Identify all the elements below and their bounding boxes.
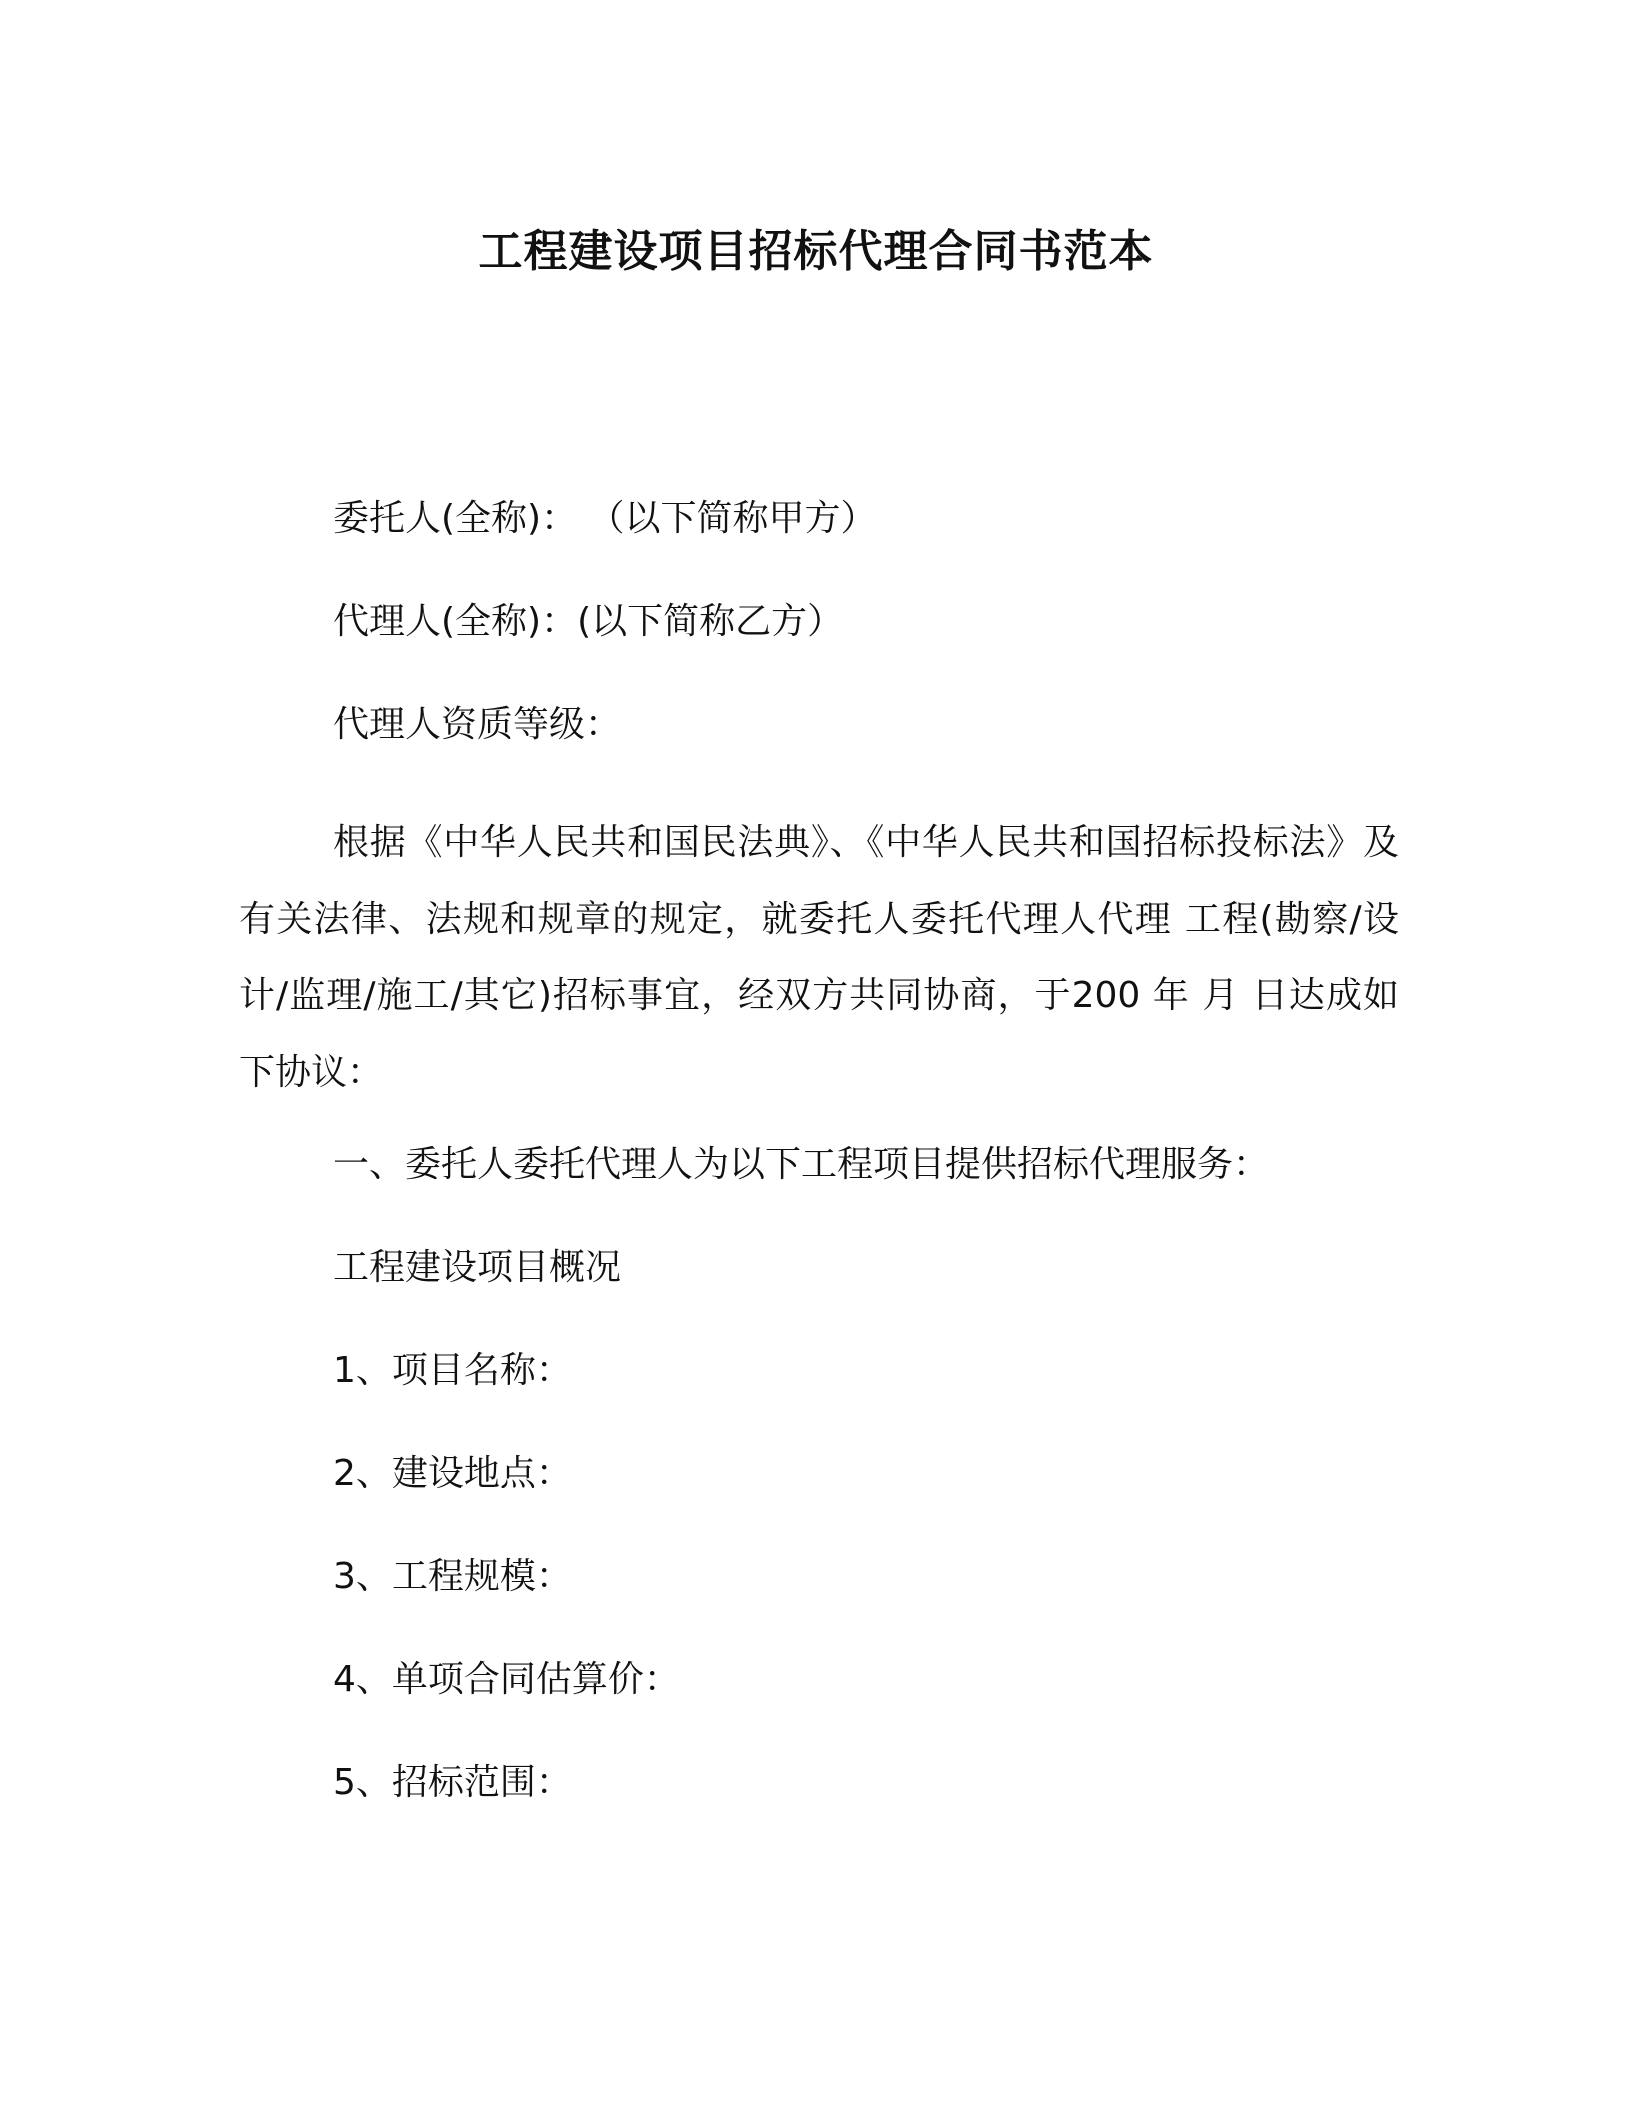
agent-qualification-line: 代理人资质等级： (333, 704, 622, 745)
list-item-project-name: 1、项目名称： (333, 1350, 572, 1391)
document-title: 工程建设项目招标代理合同书范本 (478, 226, 1154, 277)
list-item-project-scale: 3、工程规模： (333, 1556, 572, 1597)
list-item-tender-scope: 5、招标范围： (333, 1762, 572, 1803)
project-overview-heading: 工程建设项目概况 (333, 1247, 622, 1288)
list-item-contract-estimate: 4、单项合同估算价： (333, 1659, 680, 1700)
section-one-heading: 一、委托人委托代理人为以下工程项目提供招标代理服务： (333, 1144, 1270, 1185)
legal-basis-paragraph: 根据《中华人民共和国民法典》、《中华人民共和国招标投标法》及有关法律、法规和规章的规定，就委托人委托代理人代理 工程(勘察/设计/监理/施工/其它)招标事宜，经双方共同协商，于200 年 月 日达成如下协议： (239, 822, 1399, 1093)
list-item-construction-site: 2、建设地点： (333, 1453, 572, 1494)
agent-line: 代理人(全称)：(以下简称乙方） (333, 601, 844, 642)
client-line: 委托人(全称)： （以下简称甲方） (333, 498, 877, 539)
